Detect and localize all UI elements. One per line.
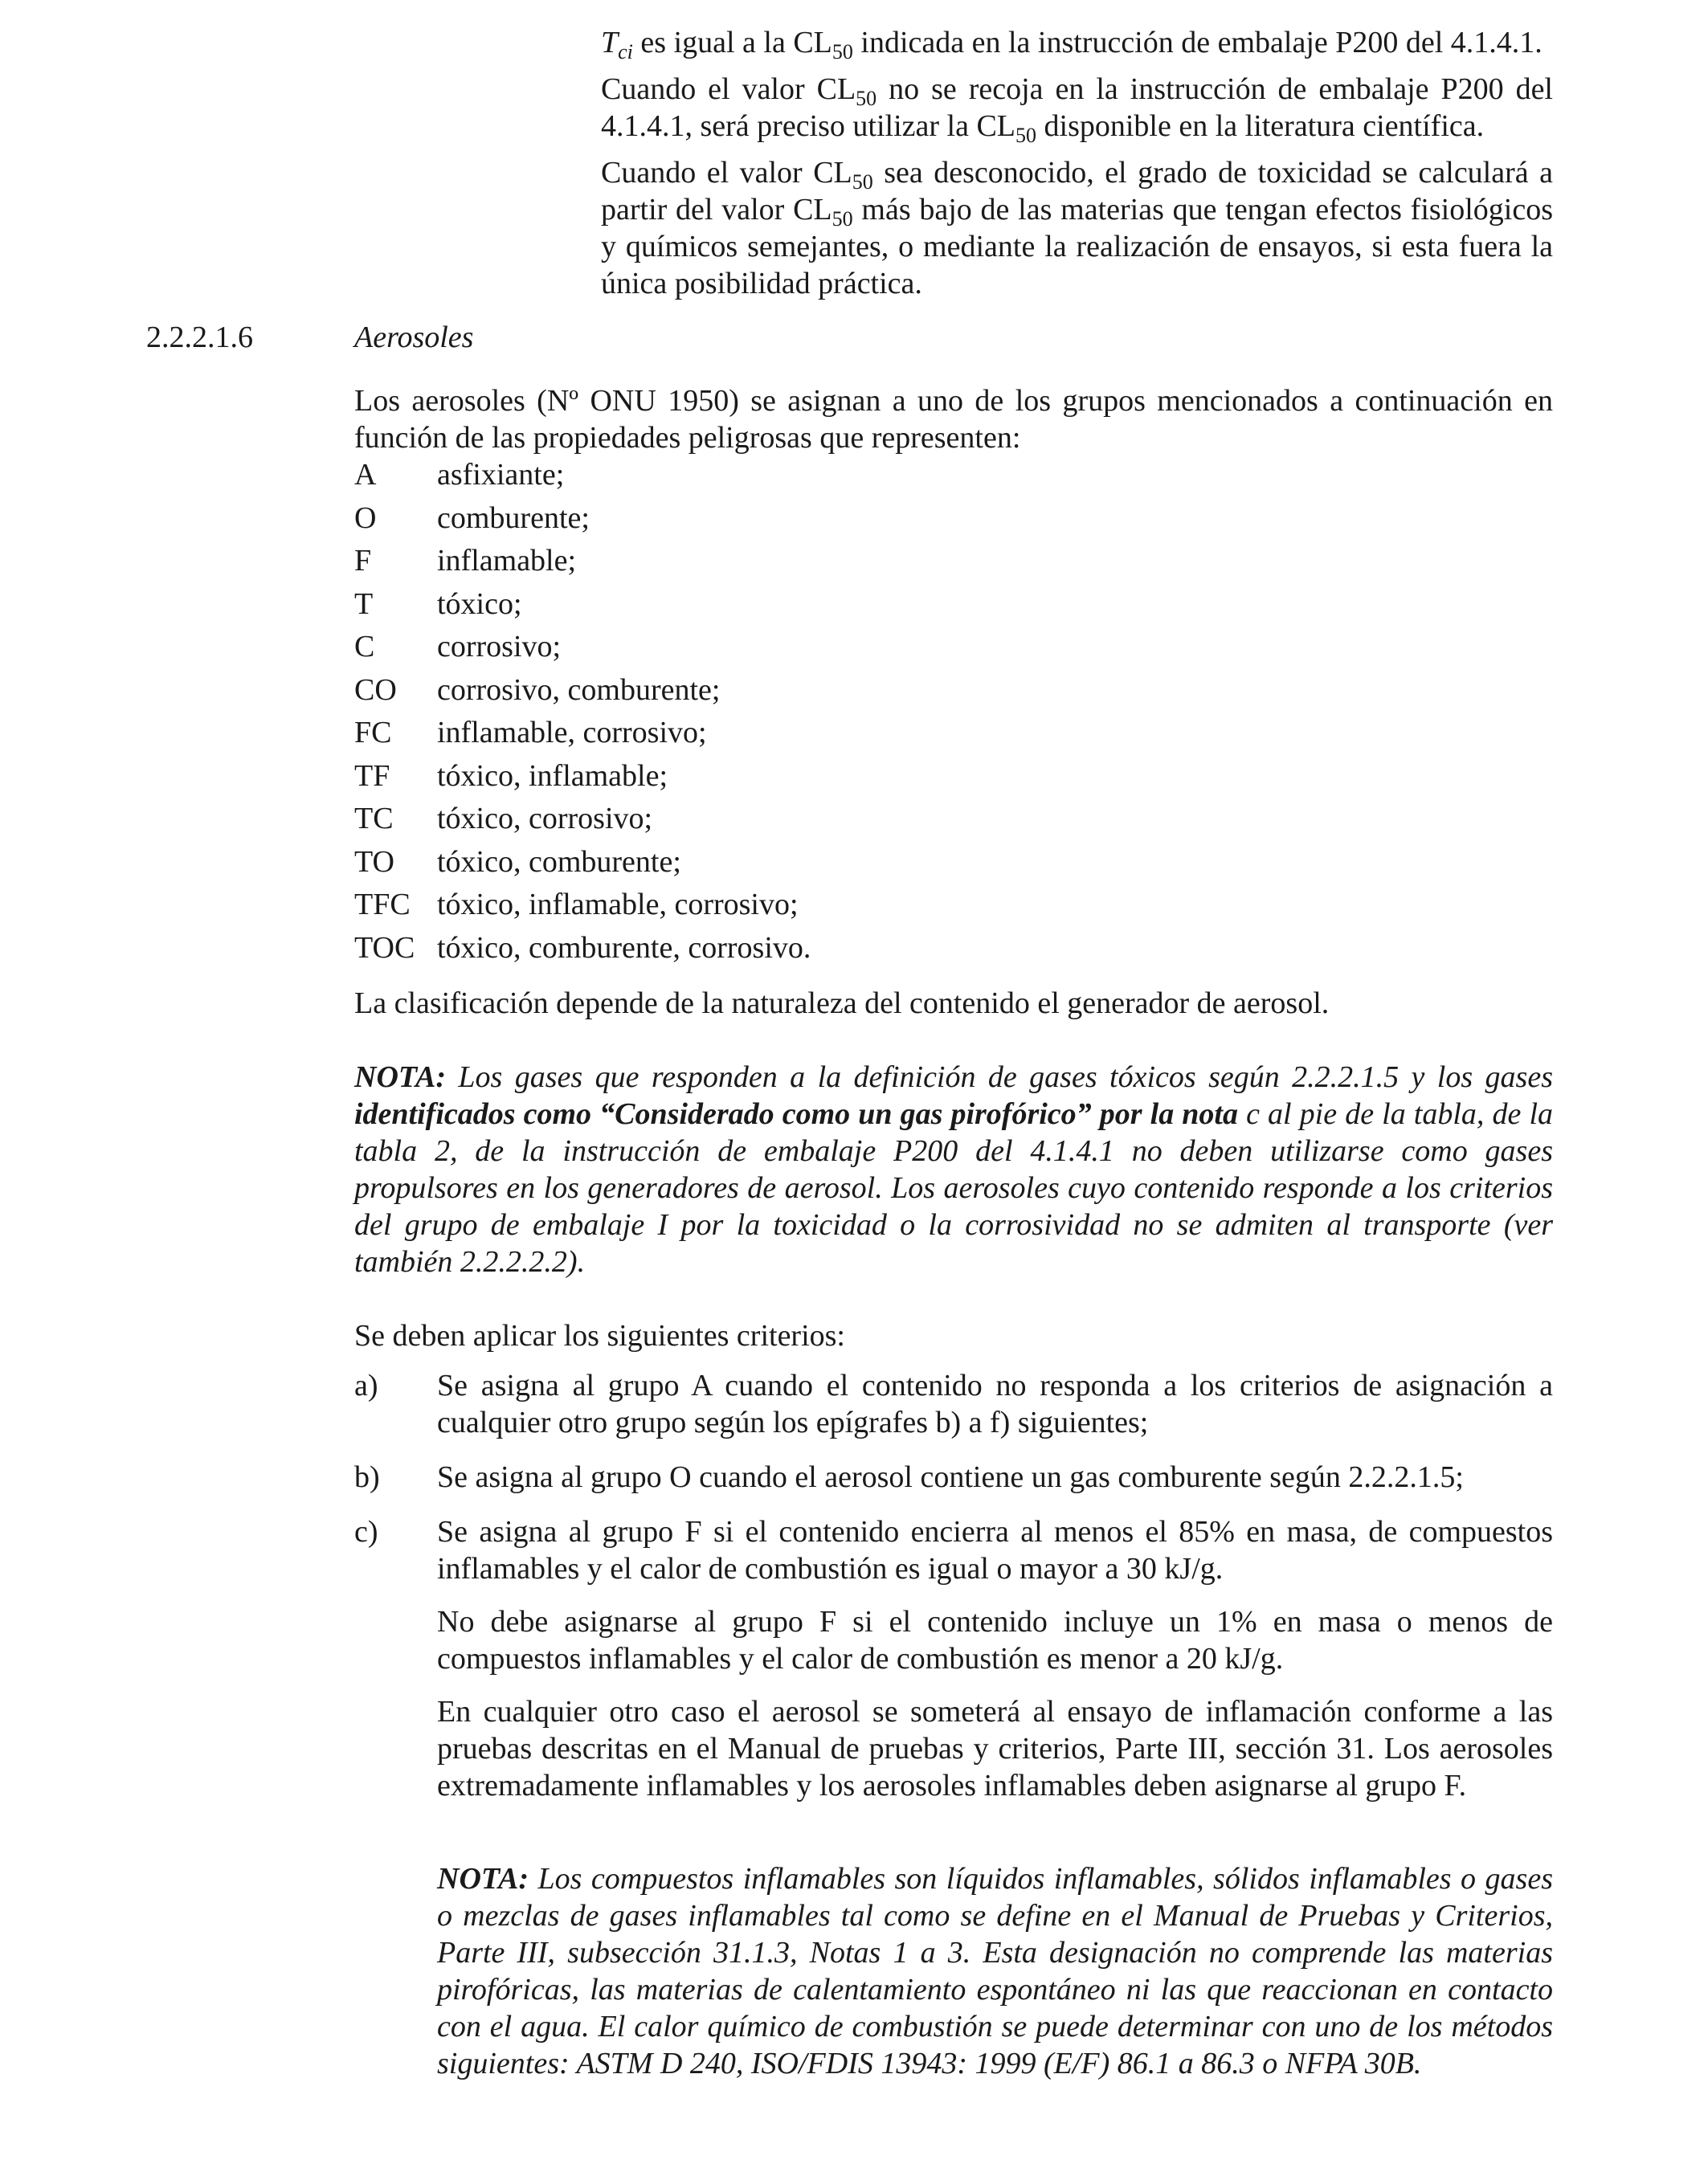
list-item [354, 1367, 1553, 1441]
group-code: TF [354, 758, 390, 793]
cl50-unknown-paragraph: Cuando el valor $CL_{50}$ sea desconocido, el grado de toxicidad se calculará a partir del valor $CL_{50}$ más bajo de las materias que tengan efectos fisiológicos y químicos semejantes, o mediante la realización de ensayos, si esta fuera la única posibilidad práctica. [601, 156, 1553, 300]
group-code: TO [354, 844, 394, 879]
group-code: A [354, 458, 377, 492]
list-item [354, 628, 1158, 672]
group-code: TC [354, 802, 394, 835]
group-description: tóxico, inflamable; [437, 758, 668, 793]
group-description: inflamable, corrosivo; [437, 716, 707, 749]
note-paragraph-2: NOTA: Los compuestos inflamables son líquidos inflamables, sólidos inflamables o gases o mezclas de gases inflamables tal como se define en el Manual de Pruebas y Criterios, Parte III, subsección 31.1.3, Notas 1 a 3. Esta designación no comprende las materias pirofóricas, las materias de calentamiento espontáneo ni las que reaccionan en contacto con el agua. El calor químico de combustión se puede determinar con uno de los métodos siguientes: ASTM D 240, ISO/FDIS 13943: 1999 (E/F) 86.1 a 86.3 o NFPA 30B. [437, 1862, 1553, 2080]
list-item [354, 843, 1158, 887]
note-label: NOTA: [354, 1060, 446, 1094]
group-description: inflamable; [437, 544, 577, 578]
list-item [354, 1513, 1553, 1587]
list-item [354, 757, 1158, 801]
group-description: tóxico, corrosivo; [437, 802, 653, 835]
classification-paragraph: La clasificación depende de la naturaleza del contenido el generador de aerosol. [354, 986, 1330, 1020]
group-description: tóxico, comburente; [437, 844, 681, 879]
group-code: T [354, 586, 374, 621]
group-code: F [354, 544, 372, 578]
note-paragraph: NOTA: Los gases que responden a la definición de gases tóxicos según 2.2.2.1.5 y los gases identificados como “Considerado como un gas pirofórico” por la nota c al pie de la tabla, de la tabla 2, de la instrucción de embalaje P200 del 4.1.4.1 no deben utilizarse como gases propulsores en los generadores de aerosol. Los aerosoles cuyo contenido responde a los criterios del grupo de embalaje I por la toxicidad o la corrosividad no se admiten al transporte (ver también 2.2.2.2.2). [354, 1060, 1554, 1279]
list-item [354, 500, 1158, 543]
group-code: TOC [354, 930, 415, 965]
hazard-group-list [354, 456, 1158, 972]
group-description: tóxico; [437, 586, 522, 621]
list-item [354, 1459, 1553, 1496]
note-label: NOTA: [437, 1862, 529, 1896]
item-text: Se asigna al grupo A cuando el contenido no responda a los criterios de asignación a cualquier otro grupo según los epígrafes b) a f) siguientes; [437, 1369, 1553, 1439]
intro-paragraph: Los aerosoles (Nº ONU 1950) se asignan a uno de los grupos mencionados a continuación en función de las propiedades peligrosas que representen: [354, 384, 1553, 455]
criterion-c-paragraph-3: En cualquier otro caso el aerosol se someterá al ensayo de inflamación conforme a las pruebas descritas en el Manual de pruebas y criterios, Parte III, sección 31. Los aerosoles extremadamente inflamables y los aerosoles inflamables deben asignarse al grupo F. [437, 1695, 1553, 1803]
item-text: Se asigna al grupo O cuando el aerosol contiene un gas comburente según 2.2.2.1.5; [437, 1460, 1464, 1494]
group-description: asfixiante; [437, 458, 565, 492]
section-title: Aerosoles [354, 321, 474, 354]
item-marker: c) [354, 1515, 378, 1549]
group-description: tóxico, comburente, corrosivo. [437, 930, 811, 965]
group-description: corrosivo, comburente; [437, 672, 721, 707]
group-code: O [354, 500, 377, 535]
cl50-missing-paragraph: Cuando el valor $CL_{50}$ no se recoja en la instrucción de embalaje P200 del 4.1.4.1, será preciso utilizar la $CL_{50}$ disponible en la literatura científica. [601, 72, 1553, 147]
list-item [354, 586, 1158, 629]
group-description: tóxico, inflamable, corrosivo; [437, 888, 799, 921]
list-item [354, 542, 1158, 586]
item-text: Se asigna al grupo F si el contenido encierra al menos el 85% en masa, de compuestos inflamables y el calor de combustión es igual o mayor a 30 kJ/g. [437, 1515, 1553, 1586]
list-item [354, 800, 1158, 843]
item-marker: b) [354, 1460, 380, 1494]
list-item [354, 672, 1158, 715]
group-code: TFC [354, 888, 411, 921]
list-item [354, 714, 1158, 757]
group-description: comburente; [437, 500, 590, 535]
tci-paragraph: $T_{ci}$ es igual a la $CL_{50}$ indicada en la instrucción de embalaje P200 del 4.1.4.1. [601, 26, 1543, 63]
item-marker: a) [354, 1369, 378, 1402]
group-code: CO [354, 672, 397, 707]
criteria-intro: Se deben aplicar los siguientes criterios: [354, 1319, 845, 1353]
group-code: FC [354, 716, 392, 749]
list-item [354, 456, 1158, 500]
group-code: C [354, 630, 375, 663]
list-item [354, 929, 1158, 973]
section-number: 2.2.2.1.6 [146, 321, 253, 354]
group-description: corrosivo; [437, 630, 562, 663]
list-item [354, 886, 1158, 929]
criterion-c-paragraph-2: No debe asignarse al grupo F si el contenido incluye un 1% en masa o menos de compuestos inflamables y el calor de combustión es menor a 20 kJ/g. [437, 1605, 1553, 1676]
